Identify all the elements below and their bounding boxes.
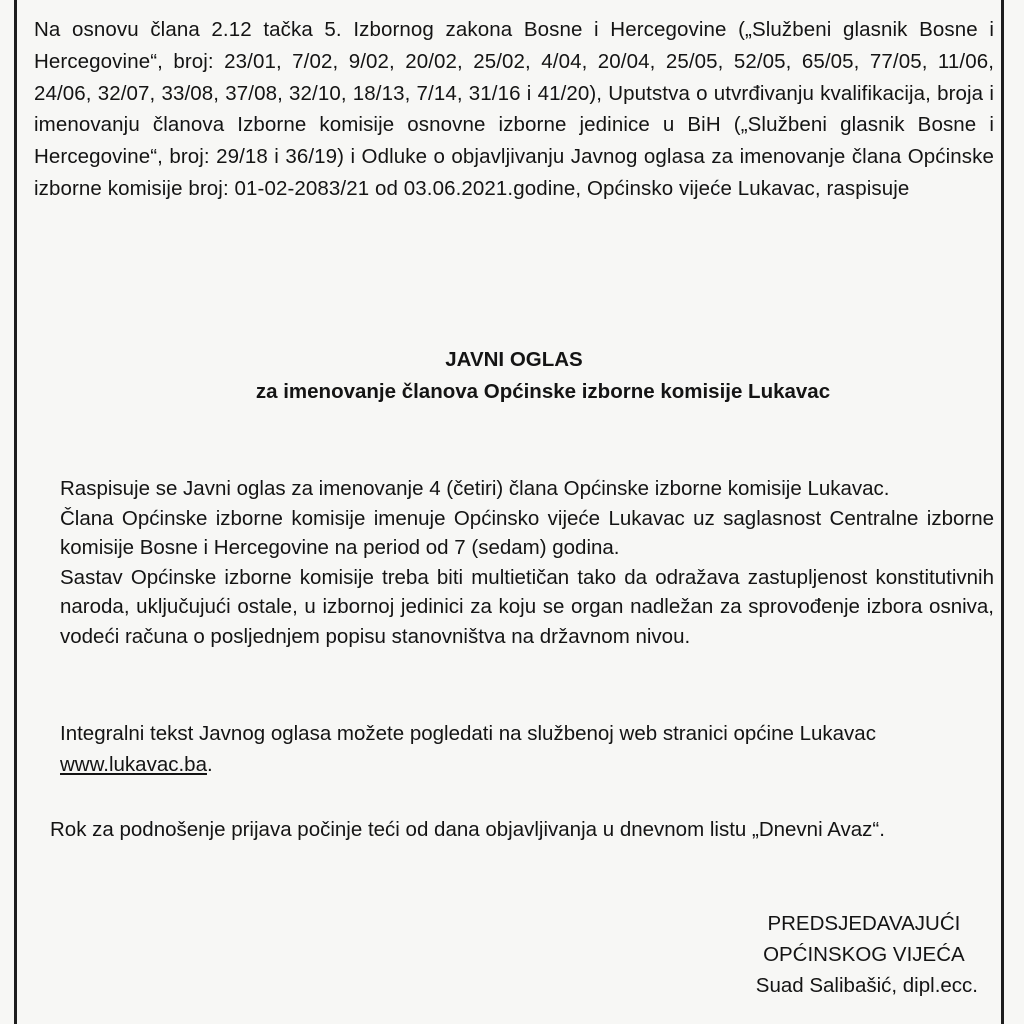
announcement-body <box>60 474 994 651</box>
announcement-heading <box>34 344 994 408</box>
signature-block <box>755 908 978 1001</box>
signature-title-line-2: OPĆINSKOG VIJEĆA <box>763 943 965 966</box>
integral-period: . <box>206 753 213 776</box>
announcement-subtitle: za imenovanje članova Općinske izborne komisije Lukavac <box>255 380 831 403</box>
legal-basis-paragraph: Na osnovu člana 2.12 tačka 5. Izbornog zakona Bosne i Hercegovine („Službeni glasnik Bosne i Hercegovine“, broj: 23/01, 7/02, 9/02, 20/02, 25/02, 4/04, 20/04, 25/05, 52/05, 65/05, 77/05, 11/06, 24/06, 32/07, 33/08, 37/08, 32/10, 18/13, 7/14, 31/16 i 41/20), Uputstva o utvrđivanju kvalifikacija, broja i imenovanju članova Izborne komisije osnovne izborne jedinice u BiH („Službeni glasnik Bosne i Hercegovine“, broj: 29/18 i 36/19) i Odluke o objavljivanju Javnog oglasa za imenovanje člana Općinske izborne komisije broj: 01-02-2083/21 od 03.06.2021.godine, Općinsko vijeće Lukavac, raspisuje <box>34 18 994 200</box>
deadline-notice: Rok za podnošenje prijava počinje teći od dana objavljivanja u dnevnom listu „Dnevni Avaz“. <box>50 818 885 841</box>
signatory-name: Suad Salibašić, dipl.ecc. <box>755 974 978 997</box>
body-paragraph-1: Raspisuje se Javni oglas za imenovanje 4 (četiri) člana Općinske izborne komisije Lukavac. <box>60 477 890 500</box>
integral-text-notice <box>60 718 994 780</box>
website-link[interactable]: www.lukavac.ba <box>60 753 207 776</box>
announcement-title: JAVNI OGLAS <box>445 348 583 371</box>
body-paragraph-2: Člana Općinske izborne komisije imenuje Općinsko vijeće Lukavac uz saglasnost Centralne izborne komisije Bosne i Hercegovine na period od 7 (sedam) godina. <box>60 506 994 559</box>
signature-title-line-1: PREDSJEDAVAJUĆI <box>767 912 961 935</box>
integral-text: Integralni tekst Javnog oglasa možete pogledati na službenoj web stranici općine Lukavac <box>60 722 876 745</box>
body-paragraph-3: Sastav Općinske izborne komisije treba biti multietičan tako da odražava zastupljenost konstitutivnih naroda, uključujući ostale, u izbornoj jedinici za koju se organ nadležan za sprovođenje izbora osniva, vodeći računa o posljednjem popisu stanovništva na državnom nivou. <box>60 565 994 648</box>
